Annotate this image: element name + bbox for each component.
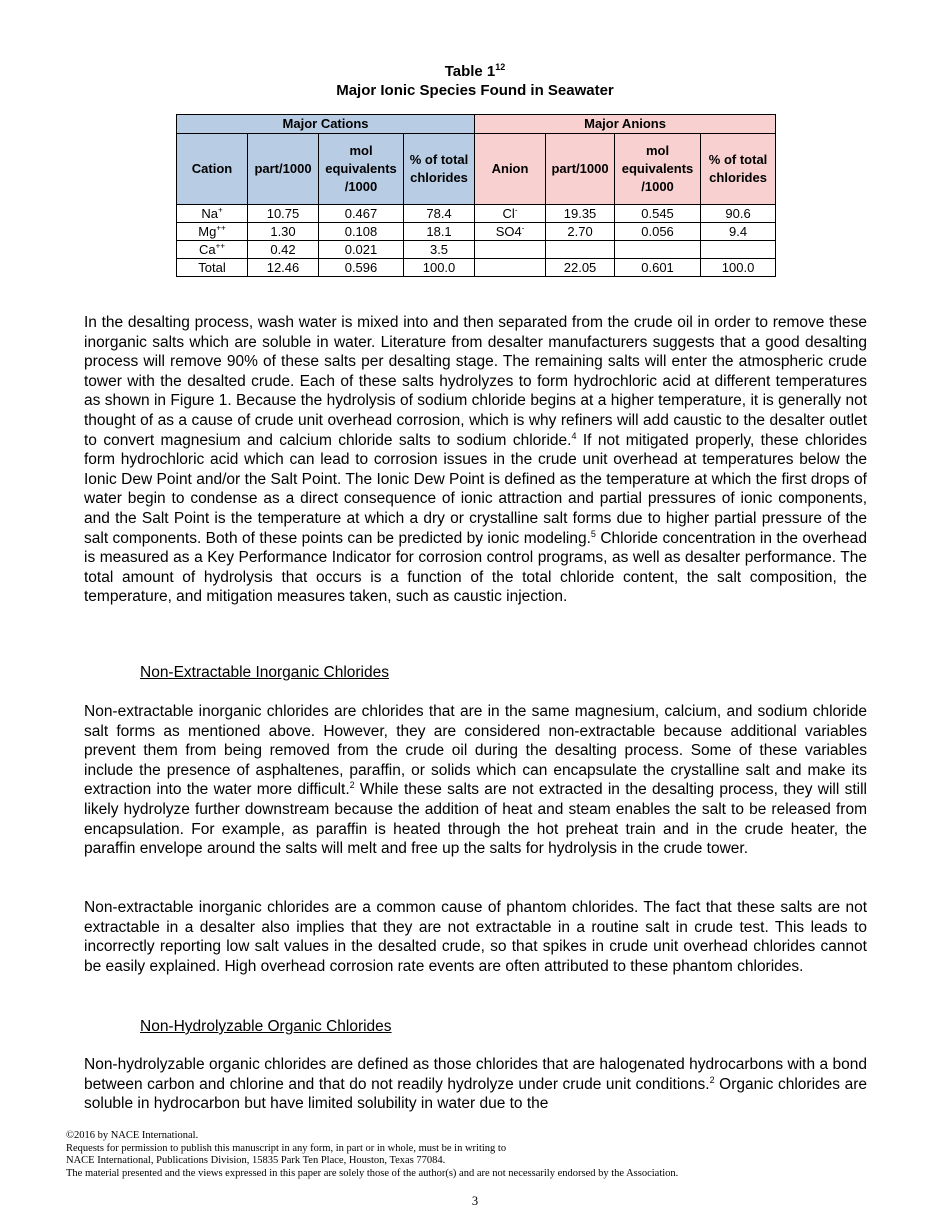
paragraph-non-extractable: Non-extractable inorganic chlorides are chlorides that are in the same magnesium, calcium, and sodium chloride salt forms as mentioned above. However, they are considered non-extractable because additional variables prevent them from being removed from the crude oil during the desalting process. Some of these variables include the presence of asphaltenes, paraffin, or solids which can encapsulate the crystalline salt and make its extraction into the water more difficult.$^2$ While these salts are not extracted in the desalting process, they will still likely hydrolyze further downstream because the addition of heat and steam enables the salt to be released from encapsulation. For example, as paraffin is heated through the hot preheat train and in the crude heater, the paraffin envelope around the salts will melt and free up the salts for hydrolysis in the crude tower.: [84, 703, 867, 858]
col-cation: Cation: [177, 134, 248, 205]
table-subtitle: Major Ionic Species Found in Seawater: [336, 82, 614, 99]
cell: 0.467: [319, 205, 404, 223]
cell: 0.545: [615, 205, 701, 223]
cell: 22.05: [546, 259, 615, 277]
table-title-ref: 12: [495, 62, 506, 72]
col-anion-mol: mol equivalents /1000: [615, 134, 701, 205]
cell: 18.1: [404, 223, 475, 241]
cell: [546, 241, 615, 259]
table-caption: [0, 58, 950, 100]
footer-line: The material presented and the views expressed in this paper are solely those of the author(s) and are not necessarily endorsed by the Association.: [66, 1167, 679, 1179]
cell: 1.30: [248, 223, 319, 241]
footer-copyright: ©2016 by NACE International.: [66, 1130, 199, 1141]
col-anion-pct: % of total chlorides: [701, 134, 776, 205]
cation-cell: Na+: [177, 205, 248, 223]
cell: 0.108: [319, 223, 404, 241]
table-row: [177, 241, 776, 259]
major-anions-header: Major Anions: [475, 115, 776, 134]
anion-cell: [475, 241, 546, 259]
cell: 0.021: [319, 241, 404, 259]
col-cation-part: part/1000: [248, 134, 319, 205]
page-number: 3: [471, 1194, 479, 1208]
cell: 0.056: [615, 223, 701, 241]
cell: [615, 241, 701, 259]
cell: 9.4: [701, 223, 776, 241]
paragraph-organic-chlorides: Non-hydrolyzable organic chlorides are defined as those chlorides that are halogenated hydrocarbons with a bond between carbon and chlorine and that do not readily hydrolyze under crude unit conditions.$^2$ Organic chlorides are soluble in hydrocarbon but have limited solubility in water due to the: [84, 1056, 867, 1113]
cell: 2.70: [546, 223, 615, 241]
cation-cell: Mg++: [177, 223, 248, 241]
cell: 10.75: [248, 205, 319, 223]
anion-cell: SO4-: [475, 223, 546, 241]
table-row: [177, 223, 776, 241]
cell: 19.35: [546, 205, 615, 223]
table-title: Table $1^{12}$: [444, 62, 506, 80]
major-cations-header: Major Cations: [177, 115, 475, 134]
cell: 100.0: [404, 259, 475, 277]
ionic-species-table: [176, 114, 776, 277]
paragraph-phantom-chlorides: Non-extractable inorganic chlorides are a common cause of phantom chlorides. The fact that these salts are not extractable in a desalter also implies that they are not extractable in a routine salt in crude test. This leads to incorrectly reporting low salt values in the desalted crude, so that spikes in crude unit overhead chlorides cannot be easily explained. High overhead corrosion rate events are often attributed to these phantom chlorides.: [84, 899, 867, 975]
table-row-total: [177, 259, 776, 277]
cell: [701, 241, 776, 259]
cell: 78.4: [404, 205, 475, 223]
cell: 3.5: [404, 241, 475, 259]
col-anion: Anion: [475, 134, 546, 205]
cell: 12.46: [248, 259, 319, 277]
cell: 0.42: [248, 241, 319, 259]
cell: 90.6: [701, 205, 776, 223]
col-cation-pct: % of total chlorides: [404, 134, 475, 205]
cell: 100.0: [701, 259, 776, 277]
footer-line: NACE International, Publications Division, 15835 Park Ten Place, Houston, Texas 77084.: [66, 1155, 446, 1166]
cation-cell: Ca++: [177, 241, 248, 259]
cell: 0.601: [615, 259, 701, 277]
heading-non-extractable: Non-Extractable Inorganic Chlorides: [140, 664, 389, 681]
paragraph-desalting: In the desalting process, wash water is mixed into and then separated from the crude oil in order to remove these inorganic salts which are soluble in water. Literature from desalter manufacturers suggests that a good desalting process will remove 90% of these salts per desalting stage. The remaining salts will enter the atmospheric crude tower with the desalted crude. Each of these salts hydrolyzes to form hydrochloric acid at different temperatures as shown in Figure 1. Because the hydrolysis of sodium chloride begins at a higher temperature, it is generally not thought of as a cause of crude unit overhead corrosion, which is why refiners will add caustic to the desalter outlet to convert magnesium and calcium chloride salts to sodium chloride.$^4$ If not mitigated properly, these chlorides form hydrochloric acid which can lead to corrosion issues in the crude unit overhead at temperatures below the Ionic Dew Point and/or the Salt Point. The Ionic Dew Point is defined as the temperature at which the first drops of water begin to condense as a direct consequence of ionic attraction and partial pressures of ionic components, and the Salt Point is the temperature at which a dry or crystalline salt forms due to higher partial pressure of the salt components. Both of these points can be predicted by ionic modeling.$^5$ Chloride concentration in the overhead is measured as a Key Performance Indicator for corrosion control programs, as well as desalter performance. The total amount of hydrolysis that occurs is a function of the total chloride content, the salt composition, the temperature, and mitigation measures taken, such as caustic injection.: [84, 314, 867, 606]
footer-line: Requests for permission to publish this manuscript in any form, in part or in whole, must be in writing to: [66, 1142, 507, 1154]
col-anion-part: part/1000: [546, 134, 615, 205]
col-cation-mol: mol equivalents /1000: [319, 134, 404, 205]
anion-cell: [475, 259, 546, 277]
footer: [66, 1130, 886, 1180]
cation-cell: Total: [177, 259, 248, 277]
heading-non-hydrolyzable: Non-Hydrolyzable Organic Chlorides: [140, 1018, 392, 1035]
cell: 0.596: [319, 259, 404, 277]
table-row: [177, 205, 776, 223]
anion-cell: Cl-: [475, 205, 546, 223]
